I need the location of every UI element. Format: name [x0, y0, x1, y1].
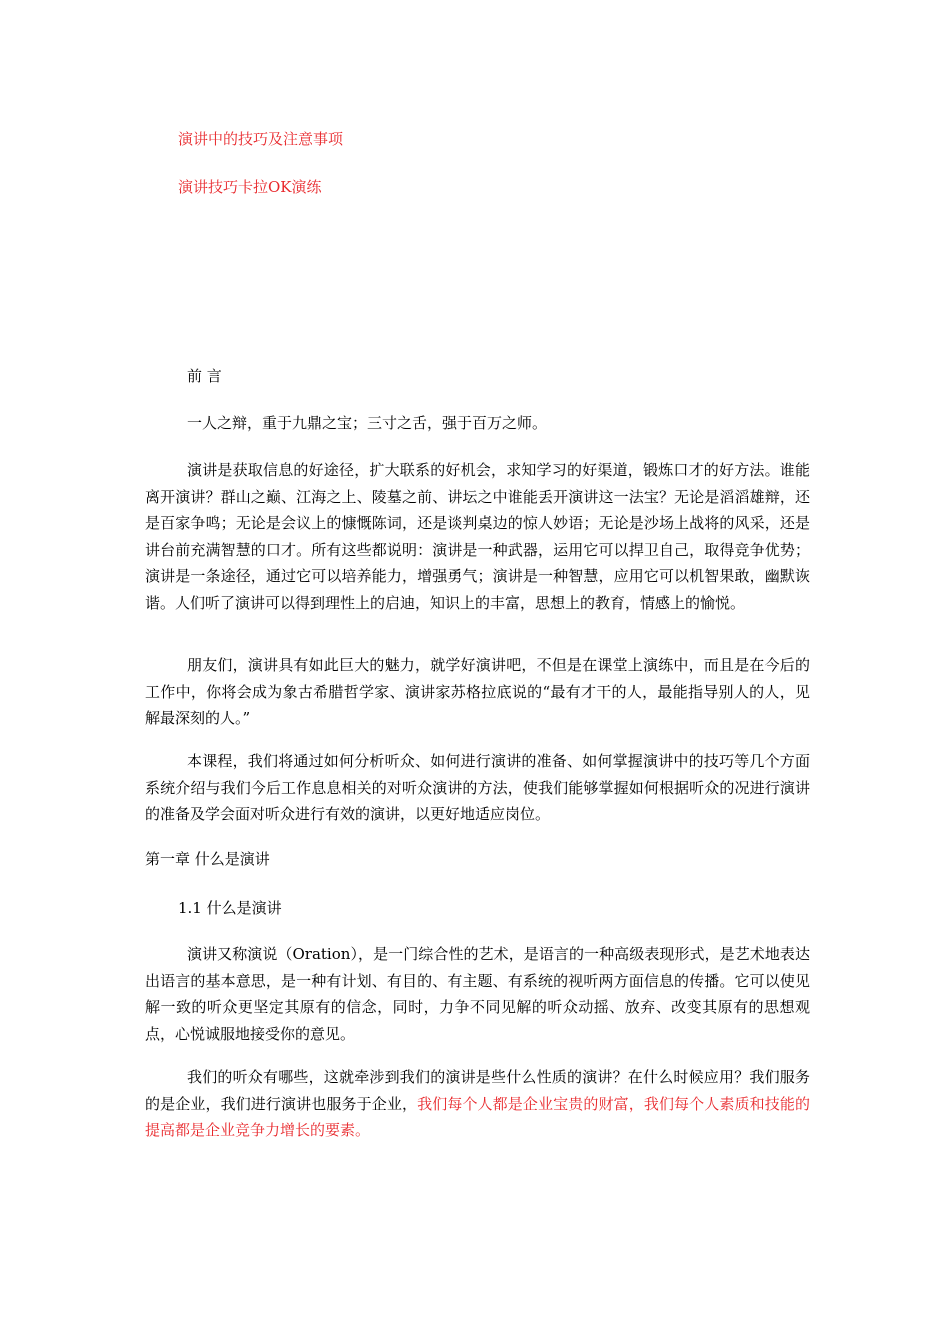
toc-link-speech-skills[interactable]: 演讲中的技巧及注意事项	[178, 130, 344, 148]
preface-heading: 前 言	[187, 367, 222, 385]
chapter-1-title: 第一章 什么是演讲	[145, 850, 270, 868]
preface-paragraph-1: 演讲是获取信息的好途径，扩大联系的好机会，求知学习的好渠道，锻炼口才的好方法。谁能离开演讲？群山之巅、江海之上、陵墓之前、讲坛之中谁能丢开演讲这一法宝？无论是滔滔雄辩，还是百家争鸣；无论是会议上的慷慨陈词，还是谈判桌边的惊人妙语；无论是沙场上战将的风采，还是讲台前充满智慧的口才。所有这些都说明：演讲是一种武器，运用它可以捍卫自己，取得竞争优势；演讲是一条途径，通过它可以培养能力，增强勇气；演讲是一种智慧，应用它可以机智果敢，幽默诙谐。人们听了演讲可以得到理性上的启迪，知识上的丰富，思想上的教育，情感上的愉悦。	[145, 461, 810, 612]
paragraph-plain-text: 我们的听众有哪些，这就牵涉到我们的演讲是些什么性质的演讲？在什么时候应用？我们服务的是企业，我们进行演讲也服务于企业，	[145, 1068, 810, 1113]
preface-quote: 一人之辩，重于九鼎之宝；三寸之舌，强于百万之师。	[187, 414, 548, 432]
section-1-1-paragraph-2	[145, 1064, 810, 1144]
preface-paragraph-2: 朋友们，演讲具有如此巨大的魅力，就学好演讲吧，不但是在课堂上演练中，而且是在今后的工作中，你将会成为象古希腊哲学家、演讲家苏格拉底说的“最有才干的人，最能指导别人的人，见解最深刻的人。”	[145, 656, 810, 727]
paragraph-highlighted-text: 我们每个人都是企业宝贵的财富，我们每个人素质和技能的提高都是企业竞争力增长的要素。	[145, 1094, 810, 1139]
section-1-1-paragraph-1: 演讲又称演说（Oration），是一门综合性的艺术，是语言的一种高级表现形式，是艺术地表达出语言的基本意思，是一种有计划、有目的、有主题、有系统的视听两方面信息的传播。它可以使见解一致的听众更坚定其原有的信念，同时，力争不同见解的听众动摇、放弃、改变其原有的思想观点，心悦诚服地接受你的意见。	[145, 945, 810, 1043]
preface-paragraph-3: 本课程，我们将通过如何分析听众、如何进行演讲的准备、如何掌握演讲中的技巧等几个方面系统介绍与我们今后工作息息相关的对听众演讲的方法，使我们能够掌握如何根据听众的况进行演讲的准备及学会面对听众进行有效的演讲，以更好地适应岗位。	[145, 752, 810, 823]
section-1-1-title: 1.1 什么是演讲	[178, 899, 282, 917]
toc-link-karaoke-practice[interactable]: 演讲技巧卡拉OK演练	[178, 178, 322, 196]
